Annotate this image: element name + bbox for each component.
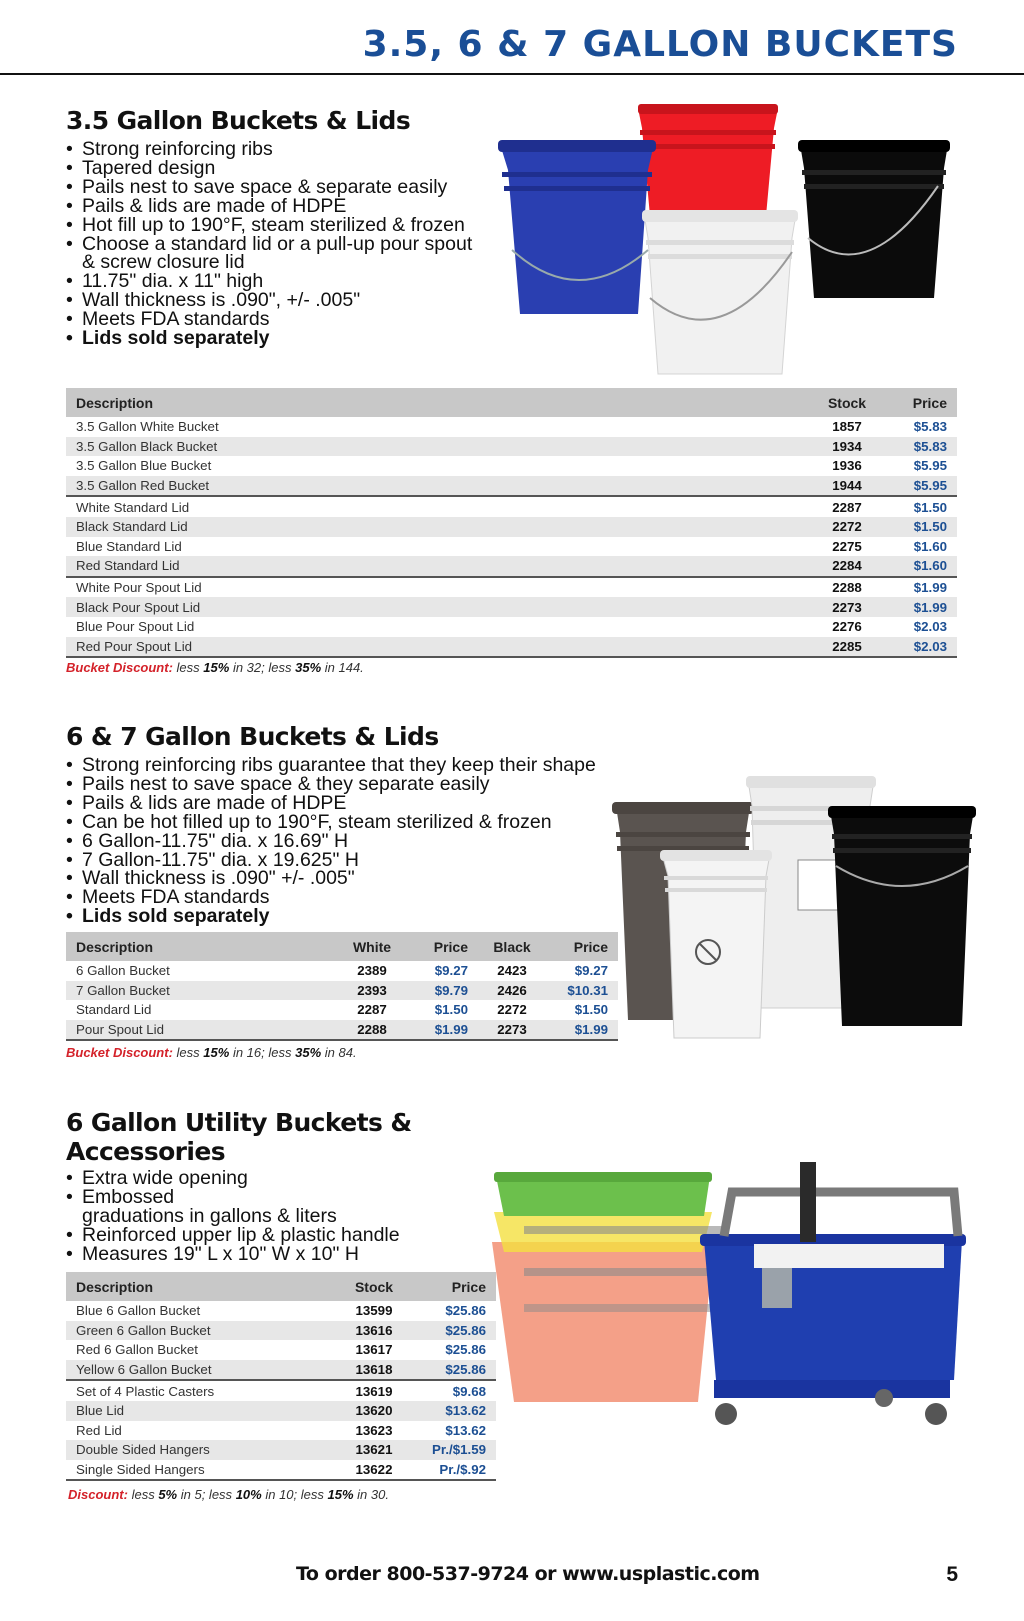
feature-bullet: • Can be hot filled up to 190°F, steam sterilized & frozen <box>66 813 626 832</box>
cell-stock: 13599 <box>355 1303 393 1319</box>
table-row <box>66 417 957 437</box>
cell-stock: 2287 <box>807 496 887 517</box>
cell-stock: 2284 <box>807 556 887 577</box>
cell-white-stock: 2389 <box>357 963 387 979</box>
table-row <box>66 1020 618 1041</box>
table-row <box>66 456 957 476</box>
table-row <box>66 1000 618 1020</box>
cell-price: $1.99 <box>887 597 957 617</box>
cell-stock: 13620 <box>334 1401 414 1421</box>
feature-list-6-7-gallon <box>66 756 626 926</box>
cell-price: $5.83 <box>887 437 957 457</box>
col-header-price-white: Price <box>410 932 478 961</box>
col-header-description: Description <box>66 932 334 961</box>
cell-black-price: $10.31 <box>546 981 618 1001</box>
cell-price: $2.03 <box>913 619 947 635</box>
feature-bullet: • Pails & lids are made of HDPE <box>66 794 626 813</box>
col-header-stock: Stock <box>334 1272 414 1301</box>
table-row <box>66 961 618 981</box>
feature-bullet: • Hot fill up to 190°F, steam sterilized & frozen <box>66 216 506 235</box>
section-title-3-5-gallon: 3.5 Gallon Buckets & Lids <box>66 106 411 135</box>
col-header-description: Description <box>66 388 807 417</box>
cell-white-stock: 2393 <box>334 981 410 1001</box>
feature-bullet: • Pails nest to save space & they separate easily <box>66 775 626 794</box>
table-row <box>66 496 957 517</box>
cell-black-stock: 2273 <box>478 1020 546 1041</box>
cell-stock: 13617 <box>355 1342 393 1358</box>
cell-description: White Pour Spout Lid <box>66 577 807 598</box>
cell-description: 3.5 Gallon Blue Bucket <box>76 458 212 474</box>
table-6-7-gallon <box>66 932 618 1041</box>
table-row <box>66 1460 496 1481</box>
feature-list-utility-buckets <box>66 1169 486 1264</box>
feature-bullet: • Reinforced upper lip & plastic handle <box>66 1226 486 1245</box>
cell-description: Black Standard Lid <box>66 517 807 537</box>
cell-description: Green 6 Gallon Bucket <box>66 1321 334 1341</box>
feature-bullet: • Pails & lids are made of HDPE <box>66 197 506 216</box>
table-row <box>66 537 957 557</box>
feature-bullet: • Strong reinforcing ribs <box>66 140 506 159</box>
cell-stock: 1934 <box>807 437 887 457</box>
cell-white-price: $9.27 <box>434 963 468 979</box>
feature-bullet: • Meets FDA standards <box>66 888 626 907</box>
feature-bullet: • Pails nest to save space & separate easily <box>66 178 506 197</box>
col-header-black: Black <box>478 932 546 961</box>
cell-description: Yellow 6 Gallon Bucket <box>66 1360 334 1381</box>
table-row <box>66 437 957 457</box>
cell-price: $25.86 <box>414 1321 496 1341</box>
table-row <box>66 1380 496 1401</box>
feature-bullet: • Meets FDA standards <box>66 310 506 329</box>
table-row <box>66 517 957 537</box>
cell-black-price: $9.27 <box>574 963 608 979</box>
cell-price: $13.62 <box>414 1401 496 1421</box>
col-header-price: Price <box>887 388 957 417</box>
feature-bullet-bold: • Lids sold separately <box>66 329 506 348</box>
feature-bullet: • Embossed graduations in gallons & liters <box>66 1188 486 1226</box>
cell-price: $1.60 <box>913 538 947 554</box>
cell-price: $1.50 <box>887 517 957 537</box>
page-number: 5 <box>946 1563 958 1586</box>
table-row <box>66 1301 496 1321</box>
table-row <box>66 597 957 617</box>
col-header-stock: Stock <box>807 388 887 417</box>
feature-bullet: • Extra wide opening <box>66 1169 486 1188</box>
section-title-utility-buckets: 6 Gallon Utility Buckets & Accessories <box>66 1108 412 1166</box>
cell-white-stock: 2287 <box>357 1002 387 1018</box>
photo-6-7-gallon-buckets <box>612 776 978 1042</box>
cell-description: 3.5 Gallon Black Bucket <box>66 437 807 457</box>
table-row <box>66 637 957 658</box>
cell-stock: 13622 <box>334 1460 414 1481</box>
table-row <box>66 556 957 577</box>
table-utility-buckets <box>66 1272 496 1481</box>
cell-stock: 2276 <box>832 619 862 635</box>
cell-black-price: $1.99 <box>546 1020 618 1041</box>
photo-black-bucket <box>798 138 950 300</box>
cell-white-stock: 2288 <box>334 1020 410 1041</box>
cell-description: Red Pour Spout Lid <box>66 637 807 658</box>
cell-description: Red Lid <box>76 1422 122 1438</box>
photo-white-bucket <box>642 208 798 378</box>
cell-stock: 2273 <box>807 597 887 617</box>
cell-price: $9.68 <box>414 1380 496 1401</box>
cell-description: Blue Standard Lid <box>76 538 182 554</box>
cell-price: $1.60 <box>887 556 957 577</box>
feature-bullet: • Wall thickness is .090" +/- .005" <box>66 869 626 888</box>
feature-bullet: • Wall thickness is .090", +/- .005" <box>66 291 506 310</box>
cell-stock: 2272 <box>807 517 887 537</box>
cell-description: Blue 6 Gallon Bucket <box>76 1303 201 1319</box>
discount-note-utility: Discount: less 5% in 5; less 10% in 10; less 15% in 30. <box>68 1487 389 1502</box>
cell-stock: 2288 <box>807 577 887 598</box>
feature-bullet: • Choose a standard lid or a pull-up pour spout & screw closure lid <box>66 235 506 273</box>
cell-price: $25.86 <box>445 1303 486 1319</box>
cell-price: $5.95 <box>887 476 957 497</box>
cell-stock: 13623 <box>355 1422 393 1438</box>
cell-price: $1.99 <box>887 577 957 598</box>
cell-description: Standard Lid <box>76 1002 152 1018</box>
feature-bullet: • Strong reinforcing ribs guarantee that they keep their shape <box>66 756 626 775</box>
cell-stock: 2285 <box>807 637 887 658</box>
table-row <box>66 476 957 497</box>
cell-price: $1.50 <box>887 496 957 517</box>
cell-price: $25.86 <box>414 1360 496 1381</box>
feature-list-3-5-gallon <box>66 140 506 348</box>
cell-stock: 13616 <box>334 1321 414 1341</box>
feature-bullet: • Measures 19" L x 10" W x 10" H <box>66 1245 486 1264</box>
table-row <box>66 1421 496 1441</box>
cell-description: Pour Spout Lid <box>66 1020 334 1041</box>
cell-description: Black Pour Spout Lid <box>66 597 807 617</box>
feature-bullet: • 7 Gallon-11.75" dia. x 19.625" H <box>66 851 626 870</box>
cell-description: 3.5 Gallon Red Bucket <box>66 476 807 497</box>
cell-description: Blue Pour Spout Lid <box>76 619 195 635</box>
cell-stock: 2275 <box>832 538 862 554</box>
cell-description: Red 6 Gallon Bucket <box>76 1342 198 1358</box>
feature-bullet-bold: • Lids sold separately <box>66 907 626 926</box>
cell-price: $2.03 <box>887 637 957 658</box>
table-row <box>66 1340 496 1360</box>
cell-price: $13.62 <box>445 1422 486 1438</box>
bucket-discount-note-2: Bucket Discount: less 15% in 16; less 35% in 84. <box>66 1045 357 1060</box>
cell-black-price: $1.50 <box>574 1002 608 1018</box>
feature-bullet: • Tapered design <box>66 159 506 178</box>
feature-bullet: • 11.75" dia. x 11" high <box>66 272 506 291</box>
table-row <box>66 1440 496 1460</box>
order-info-footer: To order 800-537-9724 or www.usplastic.com <box>296 1563 760 1585</box>
col-header-price: Price <box>414 1272 496 1301</box>
title-rule <box>0 73 1024 75</box>
cell-stock: 13621 <box>334 1440 414 1460</box>
cell-price: Pr./$1.59 <box>414 1440 496 1460</box>
cell-price: $25.86 <box>445 1342 486 1358</box>
cell-white-price: $1.50 <box>434 1002 468 1018</box>
table-3-5-gallon <box>66 388 957 658</box>
table-row <box>66 1401 496 1421</box>
cell-white-price: $1.99 <box>410 1020 478 1041</box>
table-row <box>66 577 957 598</box>
feature-bullet: • 6 Gallon-11.75" dia. x 16.69" H <box>66 832 626 851</box>
cell-description: Single Sided Hangers <box>66 1460 334 1481</box>
col-header-price-black: Price <box>546 932 618 961</box>
cell-stock: 1857 <box>832 419 862 435</box>
cell-white-price: $9.79 <box>410 981 478 1001</box>
table-row <box>66 617 957 637</box>
cell-price: $5.83 <box>913 419 947 435</box>
col-header-white: White <box>334 932 410 961</box>
cell-price: $5.95 <box>913 458 947 474</box>
cell-description: 6 Gallon Bucket <box>76 963 170 979</box>
cell-black-stock: 2272 <box>497 1002 527 1018</box>
cell-description: Red Standard Lid <box>66 556 807 577</box>
section-title-6-7-gallon: 6 & 7 Gallon Buckets & Lids <box>66 722 439 751</box>
table-row <box>66 981 618 1001</box>
page-title: 3.5, 6 & 7 GALLON BUCKETS <box>362 24 958 65</box>
cell-price: Pr./$.92 <box>414 1460 496 1481</box>
cell-black-stock: 2426 <box>478 981 546 1001</box>
cell-stock: 1936 <box>832 458 862 474</box>
cell-stock: 1944 <box>807 476 887 497</box>
cell-stock: 13619 <box>334 1380 414 1401</box>
cell-stock: 13618 <box>334 1360 414 1381</box>
cell-description: Set of 4 Plastic Casters <box>66 1380 334 1401</box>
table-row <box>66 1321 496 1341</box>
cell-description: Double Sided Hangers <box>66 1440 334 1460</box>
cell-description: 7 Gallon Bucket <box>66 981 334 1001</box>
cell-description: White Standard Lid <box>66 496 807 517</box>
cell-black-stock: 2423 <box>497 963 527 979</box>
col-header-description: Description <box>66 1272 334 1301</box>
cell-description: Blue Lid <box>66 1401 334 1421</box>
bucket-discount-note: Bucket Discount: less 15% in 32; less 35% in 144. <box>66 660 364 675</box>
cell-description: 3.5 Gallon White Bucket <box>76 419 219 435</box>
photo-utility-buckets-cart <box>484 1152 968 1444</box>
table-row <box>66 1360 496 1381</box>
